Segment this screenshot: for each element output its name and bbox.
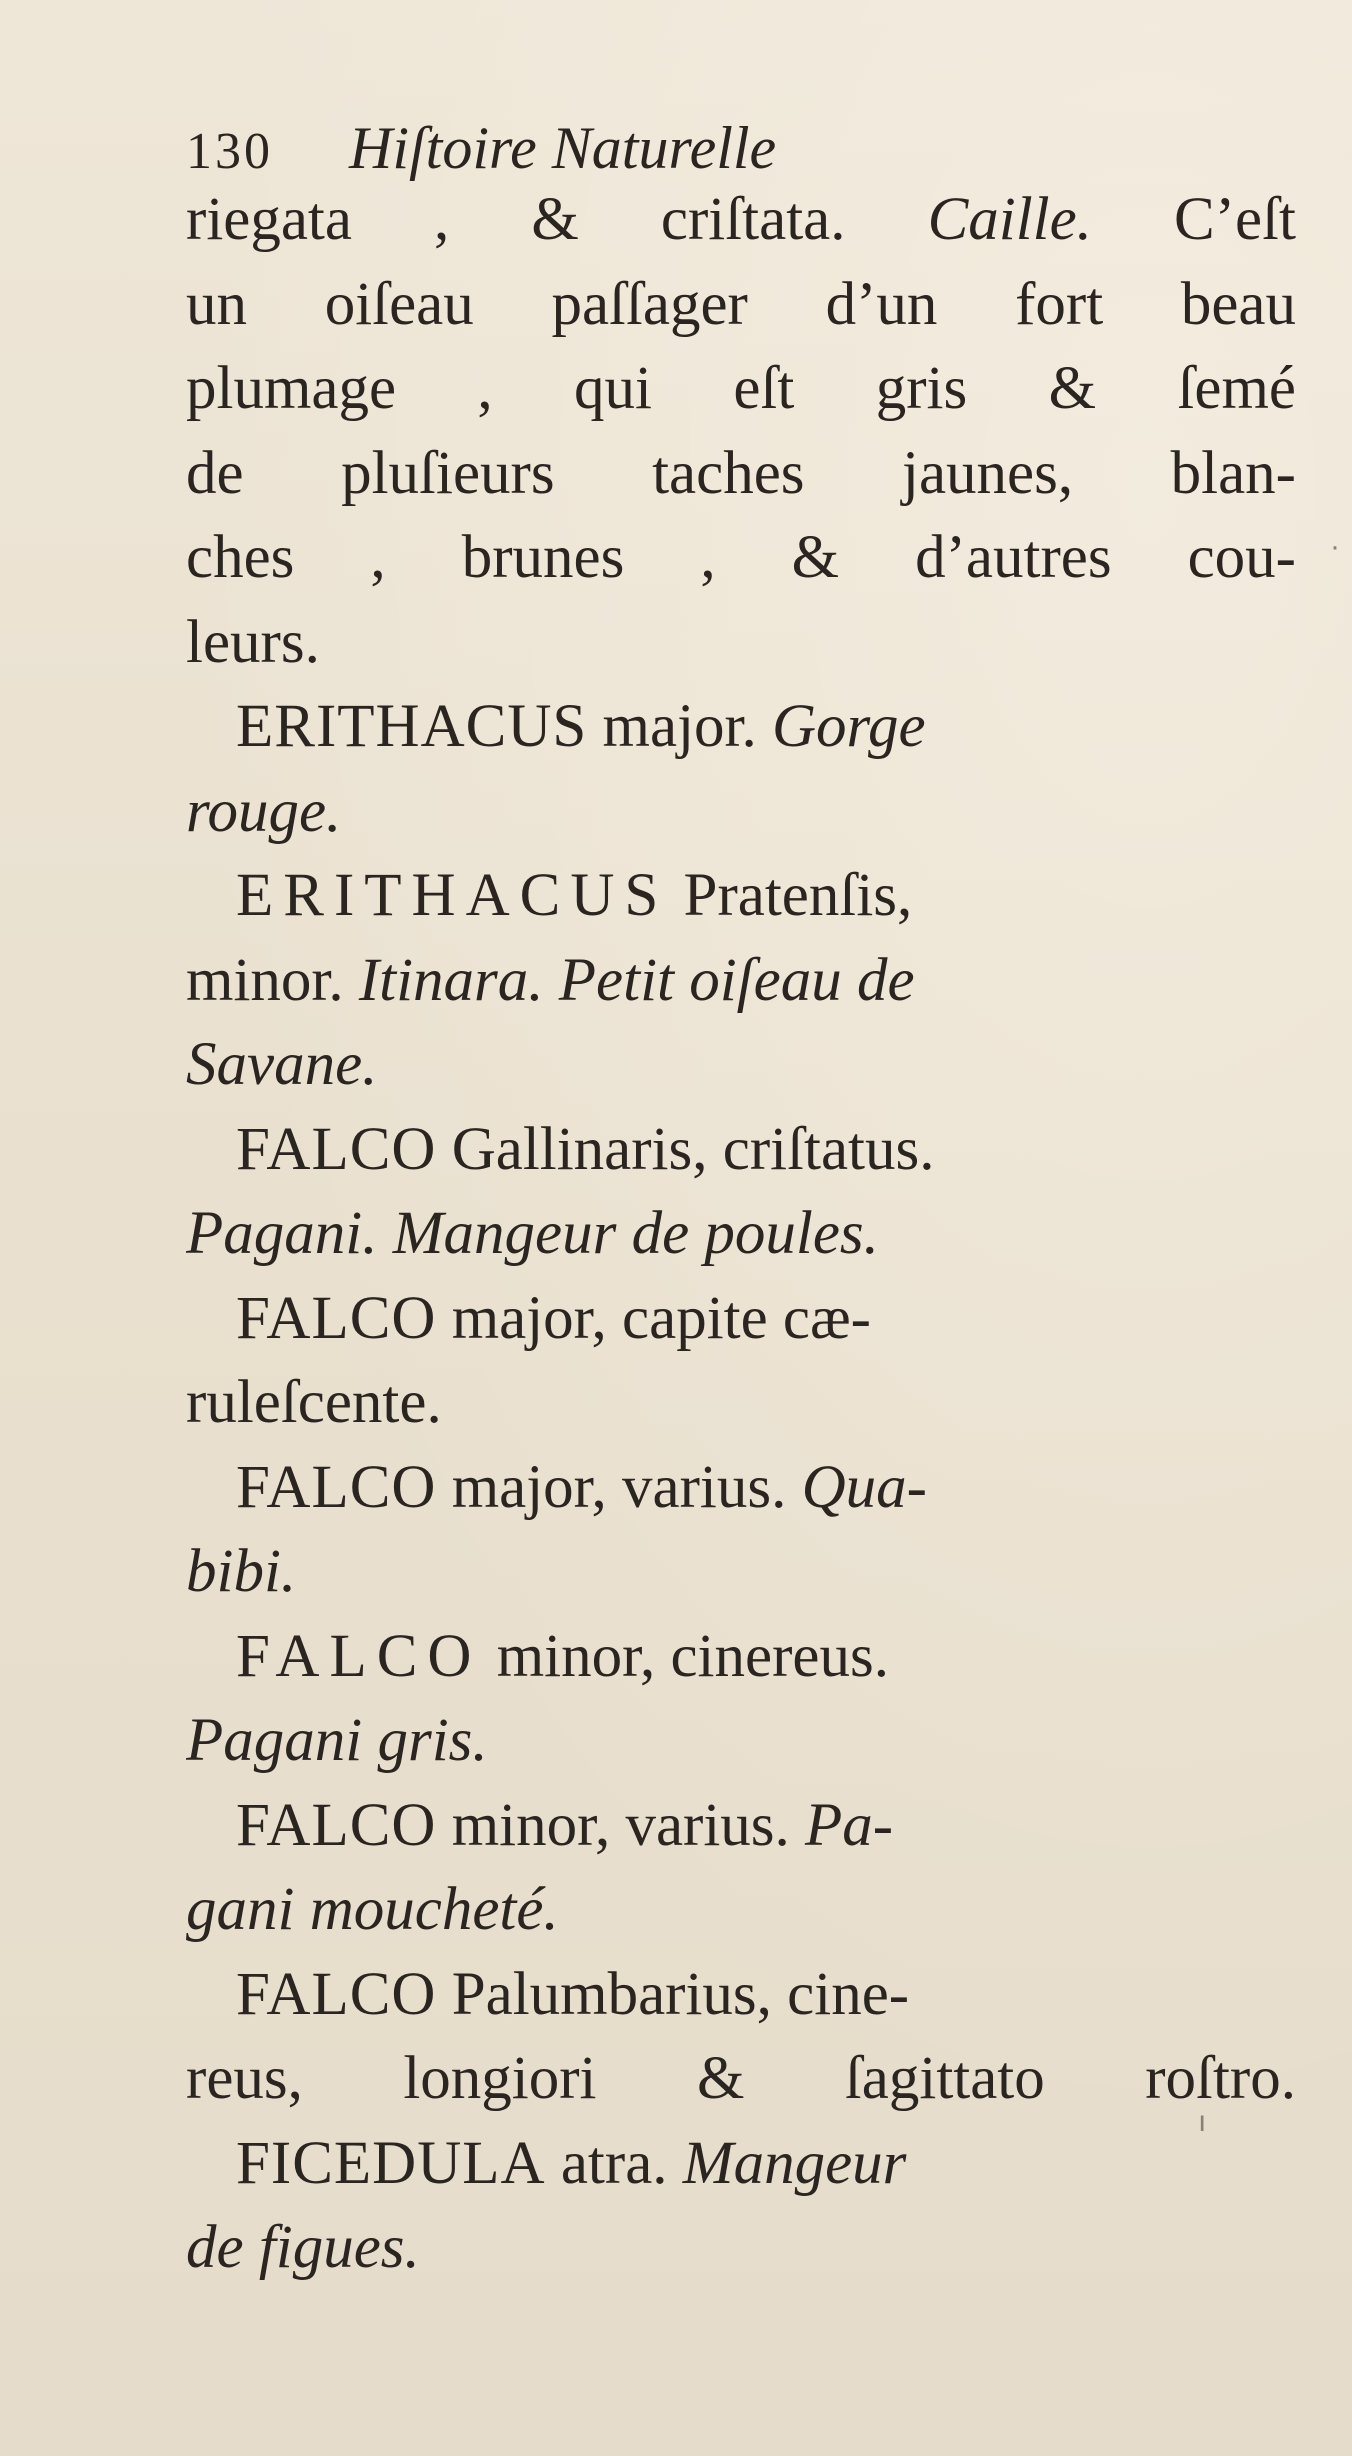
text-line: Pagani gris. xyxy=(186,1707,488,1774)
text-line: riegata , & criſtata. Caille. C’eſt xyxy=(186,186,1296,253)
ink-speck: · xyxy=(1330,530,1340,563)
page-header xyxy=(186,112,1286,184)
entry-erithacus-major: ERITHACUS major. Gorge xyxy=(236,693,926,760)
text-line: un oiſeau paſſager d’un fort beau xyxy=(186,270,1296,338)
text-line: ches , brunes , & d’autres cou- xyxy=(186,524,1296,591)
entry-falco-gallinaris: FALCO Gallinaris, criſtatus. xyxy=(236,1115,935,1183)
text-line: leurs. xyxy=(186,608,320,676)
text-line: reus, longiori & ſagittato roſtro. xyxy=(186,2045,1296,2112)
entry-ficedula-atra: FICEDULA atra. Mangeur xyxy=(236,2129,907,2197)
text-line: minor. Itinara. Petit oiſeau de xyxy=(186,946,915,1014)
text-line: de figues. xyxy=(186,2214,420,2281)
text-line: Pagani. Mangeur de poules. xyxy=(186,1200,879,1267)
text-line: Savane. xyxy=(186,1031,378,1098)
running-title: Hiſtoire Naturelle xyxy=(349,115,777,181)
entry-falco-minor-varius: FALCO minor, varius. Pa- xyxy=(236,1791,894,1859)
text-line: bibi. xyxy=(186,1538,297,1605)
text-line: rouge. xyxy=(186,777,342,845)
ink-speck: ı xyxy=(1198,2105,1207,2138)
text-line: gani moucheté. xyxy=(186,1876,559,1943)
entry-erithacus-pratensis: ERITHACUS Pratenſis, xyxy=(236,862,913,929)
entry-falco-minor-cinereus: FALCO minor, cinereus. xyxy=(236,1622,889,1690)
text-line: ruleſcente. xyxy=(186,1369,442,1436)
page-number: 130 xyxy=(186,123,273,180)
text-line: de pluſieurs taches jaunes, blan- xyxy=(186,439,1296,507)
entry-falco-major-varius: FALCO major, varius. Qua- xyxy=(236,1453,927,1521)
entry-falco-palumbarius: FALCO Palumbarius, cine- xyxy=(236,1960,910,2028)
text-line: plumage , qui eſt gris & ſemé xyxy=(186,355,1296,422)
body-text xyxy=(186,178,1296,2291)
entry-falco-major-caerulescente: FALCO major, capite cæ- xyxy=(236,1284,871,1352)
